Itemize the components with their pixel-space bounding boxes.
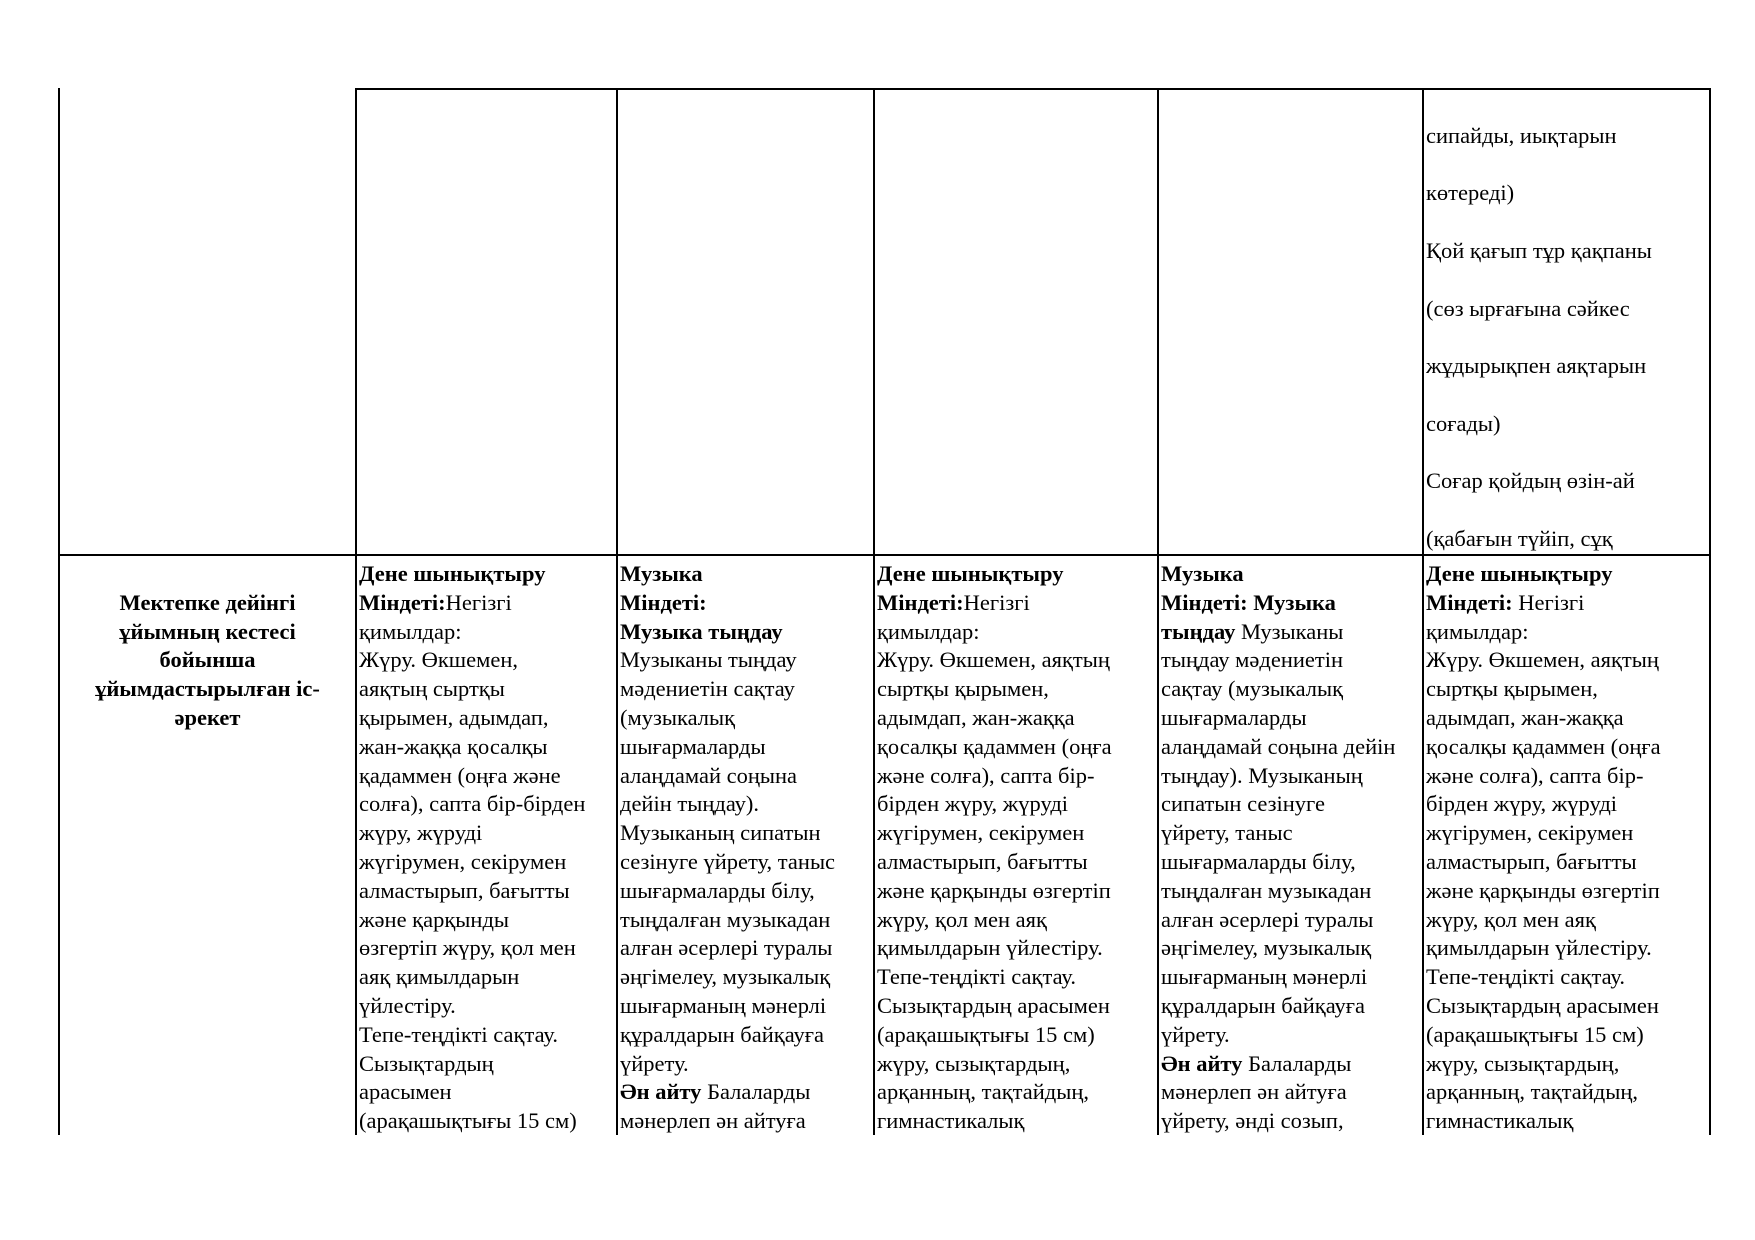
col2-task-text: Негізгі қимылдар: Жүру. Өкшемен, аяқтың сыртқы қырымен, адымдап, жан-жаққа қосалқы қадаммен (оңға және солға), сапта бір-бірден жүру, жүруді жүгірумен, секірумен алмастырып, бағытты және қарқынды өзгертіп жүру, қол мен аяқ қимылдарын үйлестіру. Тепе-теңдікті сақтау. Сызықтардың арасымен (арақашықтығы 15 см) bbox=[359, 589, 586, 1134]
table-col-divider-3 bbox=[873, 88, 875, 1135]
row1-col6-line: жұдырықпен аяқтарын bbox=[1426, 353, 1647, 379]
row1-col6-line: көтереді) bbox=[1426, 180, 1515, 206]
row2-col6-cell bbox=[1426, 560, 1708, 1134]
table-row-divider bbox=[58, 554, 1711, 556]
col5-text: Музыканы тыңдау мәдениетін сақтау (музыкалық шығармаларды алаңдамай соңына дейін тыңдау). Музыканың сипатын сезінуге үйрету, таныс шығармаларды білу, тыңдалған музыкадан алған әсерлері туралы әңгімелеу, музыкалық шығарманың мәнерлі құралдарын байқауға үйрету. bbox=[1161, 618, 1396, 1047]
col4-title: Дене шынықтыру bbox=[877, 561, 1064, 586]
row2-col2-cell bbox=[359, 560, 615, 1134]
col6-title: Дене шынықтыру bbox=[1426, 561, 1613, 586]
col3-task-label: Міндеті: bbox=[620, 589, 707, 615]
col3-title: Музыка bbox=[620, 561, 703, 586]
table-col-divider-1 bbox=[355, 88, 357, 1135]
col4-task-label: Міндеті: bbox=[877, 589, 964, 615]
row1-col6-line: (сөз ырғағына сәйкес bbox=[1426, 295, 1630, 321]
row2-col4-cell bbox=[877, 560, 1156, 1134]
table-top-border bbox=[355, 88, 1711, 90]
col2-title: Дене шынықтыру bbox=[359, 561, 546, 586]
col5-title: Музыка bbox=[1161, 561, 1244, 586]
row1-col6-cell bbox=[1426, 93, 1708, 553]
row2-label-text: Мектепке дейінгі ұйымның кестесі бойынша ұйымдастырылған іс- әрекет bbox=[95, 589, 320, 730]
col6-task-text: Негізгі қимылдар: Жүру. Өкшемен, аяқтың сыртқы қырымен, адымдап, жан-жаққа қосалқы қадаммен (оңға және солға), сапта бір- бірден жүру, жүруді жүгірумен, секірумен алмастырып, бағытты және қарқынды өзгертіп жүру, қол мен аяқ қимылдарын үйлестіру. Тепе-теңдікті сақтау. Сызықтардың арасымен (арақашықтығы 15 см) жүру, сызықтардың, арқанның, тақтайдың, гимнастикалық bbox=[1426, 589, 1661, 1134]
col3-song-label: Ән айту bbox=[620, 1079, 702, 1105]
col5-task-label: Міндеті: Музыка тыңдау bbox=[1161, 589, 1336, 644]
row1-col6-line: Соғар қойдың өзін-ай bbox=[1426, 468, 1635, 494]
row1-col6-line: (қабағын түйіп, сұқ bbox=[1426, 525, 1613, 551]
row1-col6-line: соғады) bbox=[1426, 410, 1501, 436]
table-col-divider-2 bbox=[616, 88, 618, 1135]
table-border-left bbox=[58, 88, 60, 1135]
col3-song-text: Балаларды мәнерлеп ән айтуға bbox=[620, 1079, 811, 1134]
col3-subtitle: Музыка тыңдау bbox=[620, 618, 783, 644]
table-border-right bbox=[1709, 88, 1711, 1135]
col2-task-label: Міндеті: bbox=[359, 589, 446, 615]
row2-label-cell bbox=[62, 560, 353, 760]
row2-col5-cell bbox=[1161, 560, 1421, 1134]
row2-col3-cell bbox=[620, 560, 872, 1134]
col3-text: Музыканы тыңдау мәдениетін сақтау (музыкалық шығармаларды алаңдамай соңына дейін тыңдау). Музыканың сипатын сезінуге үйрету, таныс шығармаларды білу, тыңдалған музыкадан алған әсерлері туралы әңгімелеу, музыкалық шығарманың мәнерлі құралдарын байқауға үйрету. bbox=[620, 647, 836, 1076]
row1-col6-line: сипайды, иықтарын bbox=[1426, 122, 1617, 148]
col4-task-text: Негізгі қимылдар: Жүру. Өкшемен, аяқтың сыртқы қырымен, адымдап, жан-жаққа қосалқы қадаммен (оңға және солға), сапта бір- бірден жүру, жүруді жүгірумен, секірумен алмастырып, бағытты және қарқынды өзгертіп жүру, қол мен аяқ қимылдарын үйлестіру. Тепе-теңдікті сақтау. Сызықтардың арасымен (арақашықтығы 15 см) жүру, сызықтардың, арқанның, тақтайдың, гимнастикалық bbox=[877, 589, 1112, 1134]
col6-task-label: Міндеті: bbox=[1426, 589, 1513, 615]
table-col-divider-5 bbox=[1422, 88, 1424, 1135]
col5-song-text: Балаларды мәнерлеп ән айтуға үйрету, әнді созып, bbox=[1161, 1050, 1352, 1134]
col5-song-label: Ән айту bbox=[1161, 1050, 1243, 1076]
table-col-divider-4 bbox=[1157, 88, 1159, 1135]
row1-col6-line: Қой қағып тұр қақпаны bbox=[1426, 237, 1652, 263]
